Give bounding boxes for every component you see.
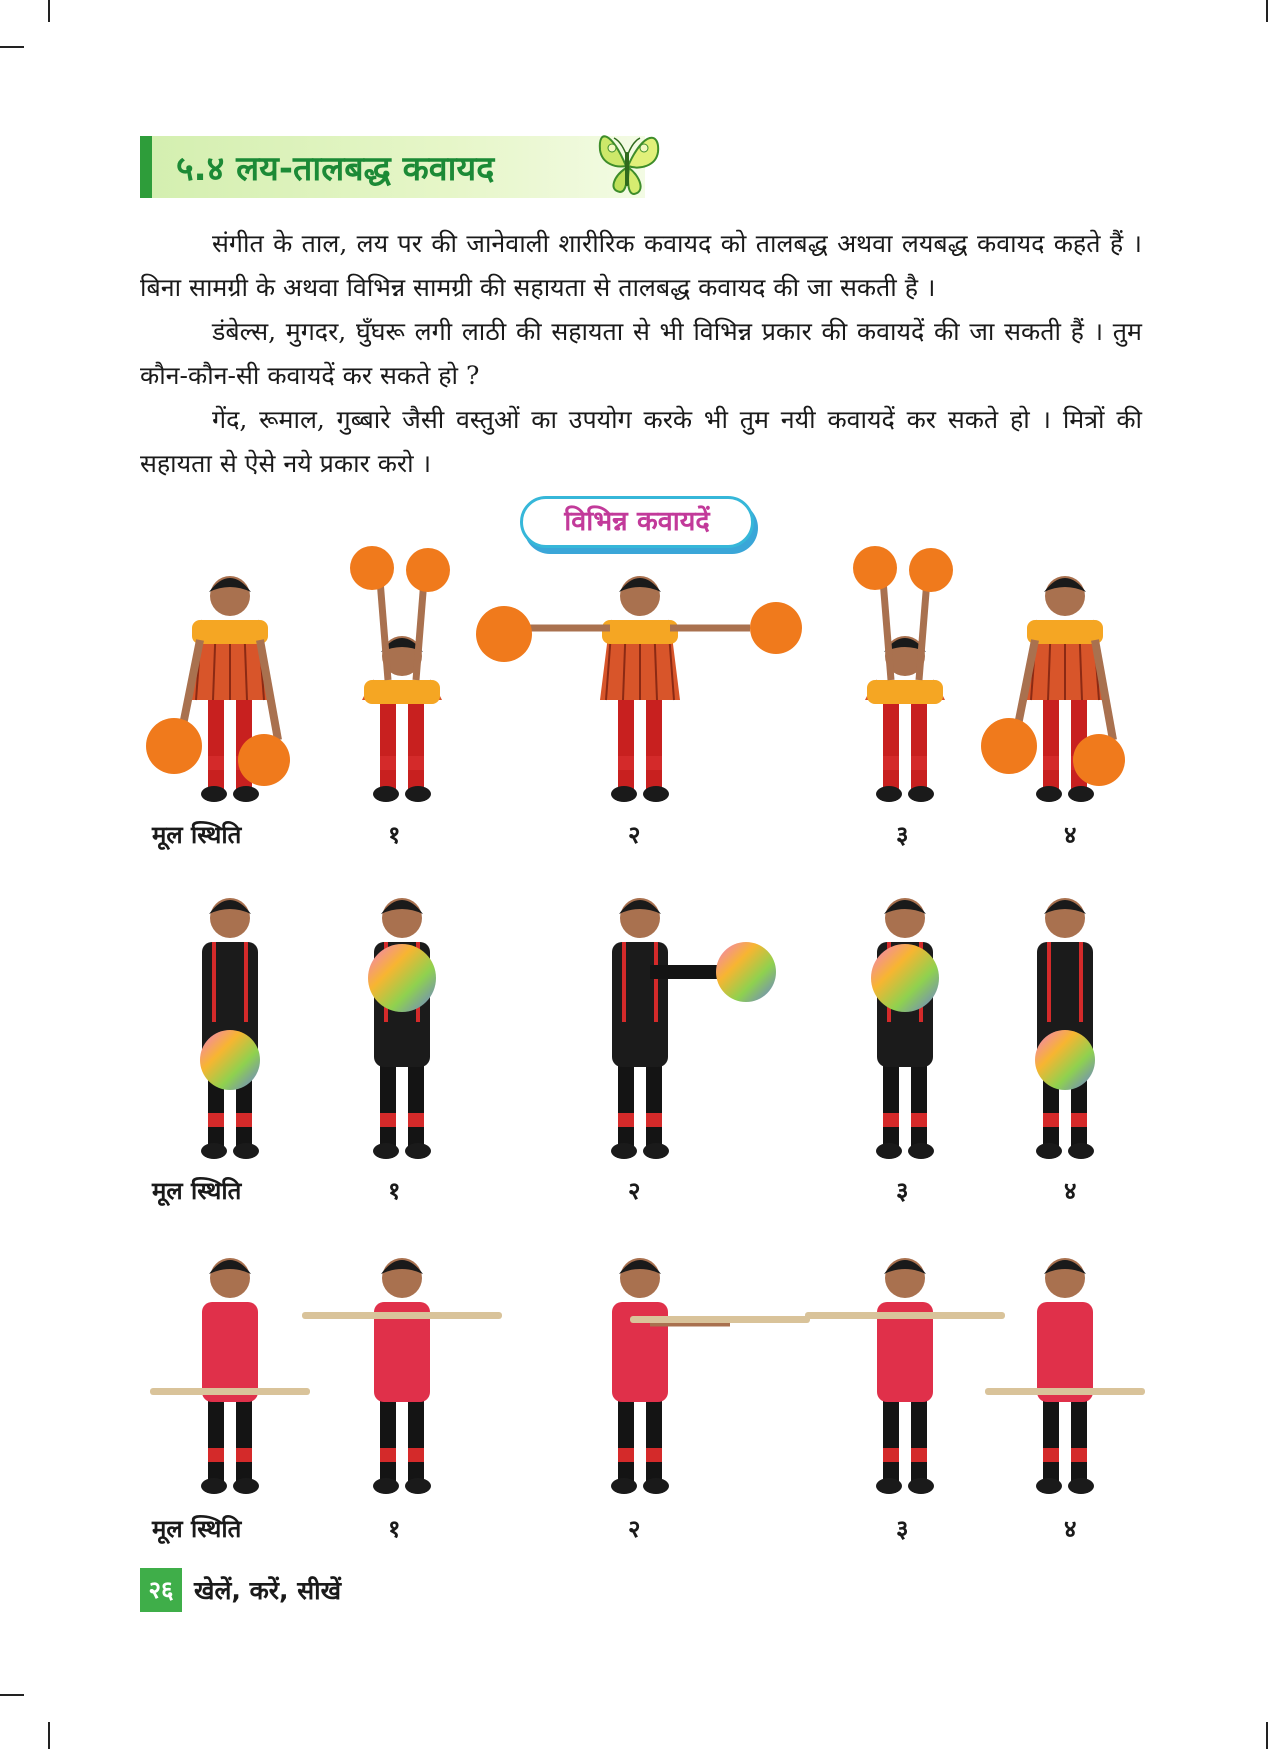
exercise-label-step: ३ — [896, 820, 909, 849]
crop-mark — [48, 0, 50, 22]
exercise-label-step: १ — [388, 1514, 401, 1543]
exercise-label-start: मूल स्थिति — [152, 820, 242, 849]
exercise-label-step: १ — [388, 820, 401, 849]
exercise-figure — [805, 1258, 1005, 1494]
section-title: लय-तालबद्ध कवायद — [236, 149, 495, 189]
exercise-figure — [853, 546, 953, 802]
exercise-figure — [350, 546, 450, 802]
paragraph-2 — [140, 310, 1142, 398]
exercise-figure — [981, 576, 1125, 802]
exercise-row-stick — [0, 1222, 1288, 1502]
exercise-figure — [302, 1258, 502, 1494]
exercise-label-step: ४ — [1064, 1176, 1077, 1205]
paragraph-2-text: डंबेल्स, मुगदर, घुँघरू लगी लाठी की सहायता से भी विभिन्न प्रकार की कवायदें की जा सकती हैं । तुम कौन-कौन-सी कवायदें कर सकते हो ? — [140, 317, 1142, 390]
exercise-figure — [368, 898, 436, 1159]
crop-mark — [48, 1722, 50, 1749]
section-pill-text: विभिन्न कवायदें — [564, 506, 710, 537]
exercise-label-start: मूल स्थिति — [152, 1176, 242, 1205]
paragraph-1 — [140, 222, 1142, 310]
section-number: ५.४ — [176, 149, 225, 189]
paragraph-3 — [140, 398, 1142, 486]
exercise-label-step: ४ — [1064, 1514, 1077, 1543]
crop-mark — [1266, 1722, 1268, 1749]
crop-mark — [1266, 0, 1268, 22]
exercise-figure — [871, 898, 939, 1159]
exercise-row-balloons — [0, 540, 1288, 810]
exercise-figure — [200, 898, 260, 1159]
exercise-label-step: ३ — [896, 1176, 909, 1205]
section-heading-text — [176, 144, 494, 190]
exercise-label-step: ४ — [1064, 820, 1077, 849]
exercise-figure — [611, 1258, 810, 1494]
exercise-label-step: ३ — [896, 1514, 909, 1543]
exercise-figure — [146, 576, 290, 802]
section-heading — [140, 136, 645, 198]
exercise-figure — [476, 576, 802, 802]
butterfly-icon — [592, 126, 664, 202]
paragraph-3-text: गेंद, रूमाल, गुब्बारे जैसी वस्तुओं का उपयोग करके भी तुम नयी कवायदें कर सकते हो । मित्रों की सहायता से ऐसे नये प्रकार करो । — [140, 405, 1142, 478]
exercise-figure — [1035, 898, 1095, 1159]
page-number: २६ — [140, 1568, 182, 1612]
crop-mark — [0, 46, 24, 48]
exercise-label-step: २ — [628, 820, 641, 849]
exercise-label-step: २ — [628, 1514, 641, 1543]
paragraph-1-text: संगीत के ताल, लय पर की जानेवाली शारीरिक कवायद को तालबद्ध अथवा लयबद्ध कवायद कहते हैं । बिना सामग्री के अथवा विभिन्न सामग्री की सहायता से तालबद्ध कवायद की जा सकती है । — [140, 229, 1142, 302]
exercise-row-ball — [0, 862, 1288, 1167]
book-title: खेलें, करें, सीखें — [194, 1576, 342, 1605]
exercise-label-start: मूल स्थिति — [152, 1514, 242, 1543]
crop-mark — [0, 1694, 24, 1696]
exercise-figure — [611, 898, 776, 1159]
exercise-figure — [985, 1258, 1145, 1494]
exercise-label-step: २ — [628, 1176, 641, 1205]
exercise-label-step: १ — [388, 1176, 401, 1205]
exercise-figure — [150, 1258, 310, 1494]
